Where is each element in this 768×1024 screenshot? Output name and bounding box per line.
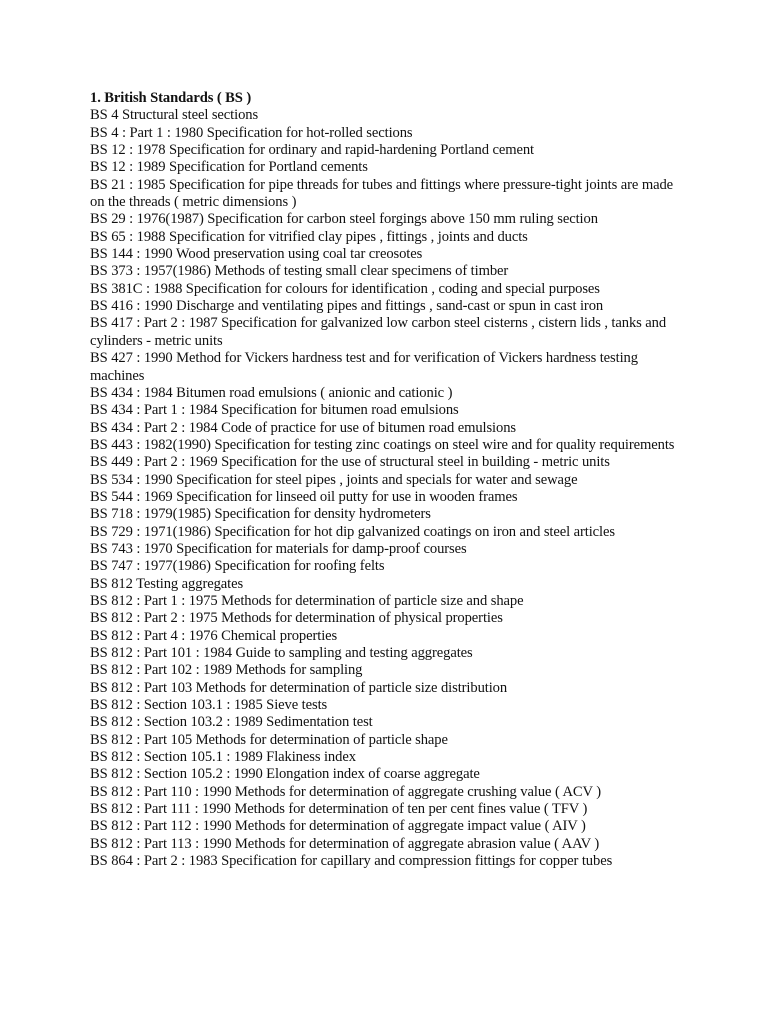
standard-entry: BS 4 : Part 1 : 1980 Specification for hot-rolled sections (90, 124, 413, 141)
standard-entry: BS 417 : Part 2 : 1987 Specification for galvanized low carbon steel cisterns , cistern lids , tanks and cylinders - metric units (90, 315, 667, 349)
standard-entry: BS 812 : Section 103.1 : 1985 Sieve tests (90, 697, 328, 714)
document-page (90, 90, 680, 870)
standard-entry: BS 65 : 1988 Specification for vitrified clay pipes , fittings , joints and ducts (90, 228, 528, 245)
standard-entry: BS 718 : 1979(1985) Specification for density hydrometers (90, 506, 431, 523)
standard-entry: BS 443 : 1982(1990) Specification for testing zinc coatings on steel wire and for quality requirements (90, 436, 675, 453)
standard-entry: BS 812 : Part 1 : 1975 Methods for determination of particle size and shape (90, 592, 524, 609)
standard-entry: BS 812 : Part 2 : 1975 Methods for determination of physical properties (90, 610, 503, 627)
standard-entry: BS 864 : Part 2 : 1983 Specification for capillary and compression fittings for copper tubes (90, 853, 613, 870)
standard-entry: BS 812 : Part 101 : 1984 Guide to sampling and testing aggregates (90, 645, 473, 661)
standard-entry: BS 12 : 1978 Specification for ordinary and rapid-hardening Portland cement (90, 142, 534, 159)
standard-entry: BS 434 : Part 1 : 1984 Specification for bitumen road emulsions (90, 402, 459, 419)
standard-entry: BS 29 : 1976(1987) Specification for carbon steel forgings above 150 mm ruling section (90, 211, 598, 228)
standard-entry: BS 812 : Part 113 : 1990 Methods for determination of aggregate abrasion value ( AAV ) (90, 835, 600, 852)
standard-entry: BS 812 : Section 105.2 : 1990 Elongation index of coarse aggregate (90, 766, 480, 783)
standard-entry: BS 144 : 1990 Wood preservation using coal tar creosotes (90, 246, 423, 263)
standard-entry: BS 812 : Part 112 : 1990 Methods for determination of aggregate impact value ( AIV ) (90, 818, 586, 835)
standard-entry: BS 812 : Part 111 : 1990 Methods for determination of ten per cent fines value ( TFV ) (90, 801, 588, 818)
standard-entry: BS 21 : 1985 Specification for pipe threads for tubes and fittings where pressure-tight joints are made on the threads ( metric dimensions ) (90, 176, 674, 211)
standard-entry: BS 544 : 1969 Specification for linseed oil putty for use in wooden frames (90, 488, 518, 505)
standard-entry: BS 12 : 1989 Specification for Portland cements (90, 159, 368, 176)
standard-entry: BS 381C : 1988 Specification for colours for identification , coding and special purposes (90, 280, 600, 297)
standard-entry: BS 4 Structural steel sections (90, 107, 259, 124)
section-heading: 1. British Standards ( BS ) (90, 90, 252, 106)
standard-entry: BS 812 Testing aggregates (90, 575, 244, 592)
standard-entry: BS 434 : Part 2 : 1984 Code of practice for use of bitumen road emulsions (90, 419, 516, 436)
standard-entry: BS 534 : 1990 Specification for steel pipes , joints and specials for water and sewage (90, 471, 578, 488)
standard-entry: BS 434 : 1984 Bitumen road emulsions ( anionic and cationic ) (90, 384, 453, 401)
standard-entry: BS 812 : Section 103.2 : 1989 Sedimentation test (90, 714, 373, 731)
standard-entry: BS 812 : Part 105 Methods for determination of particle shape (90, 731, 448, 748)
standard-entry: BS 812 : Part 4 : 1976 Chemical properties (90, 627, 338, 644)
standard-entry: BS 373 : 1957(1986) Methods of testing small clear specimens of timber (90, 263, 509, 280)
standard-entry: BS 812 : Part 102 : 1989 Methods for sampling (90, 662, 363, 679)
standards-list (90, 107, 680, 870)
standard-entry: BS 812 : Part 110 : 1990 Methods for determination of aggregate crushing value ( ACV ) (90, 783, 602, 800)
standard-entry: BS 743 : 1970 Specification for materials for damp-proof courses (90, 540, 467, 557)
standard-entry: BS 812 : Part 103 Methods for determination of particle size distribution (90, 679, 508, 696)
standard-entry: BS 729 : 1971(1986) Specification for hot dip galvanized coatings on iron and steel articles (90, 523, 615, 540)
standard-entry: BS 416 : 1990 Discharge and ventilating pipes and fittings , sand-cast or spun in cast iron (90, 298, 604, 315)
standard-entry: BS 747 : 1977(1986) Specification for roofing felts (90, 558, 385, 575)
standard-entry: BS 812 : Section 105.1 : 1989 Flakiness index (90, 749, 356, 766)
standard-entry: BS 427 : 1990 Method for Vickers hardness test and for verification of Vickers hardness testing machines (90, 350, 638, 384)
standard-entry: BS 449 : Part 2 : 1969 Specification for the use of structural steel in building - metric units (90, 454, 610, 471)
